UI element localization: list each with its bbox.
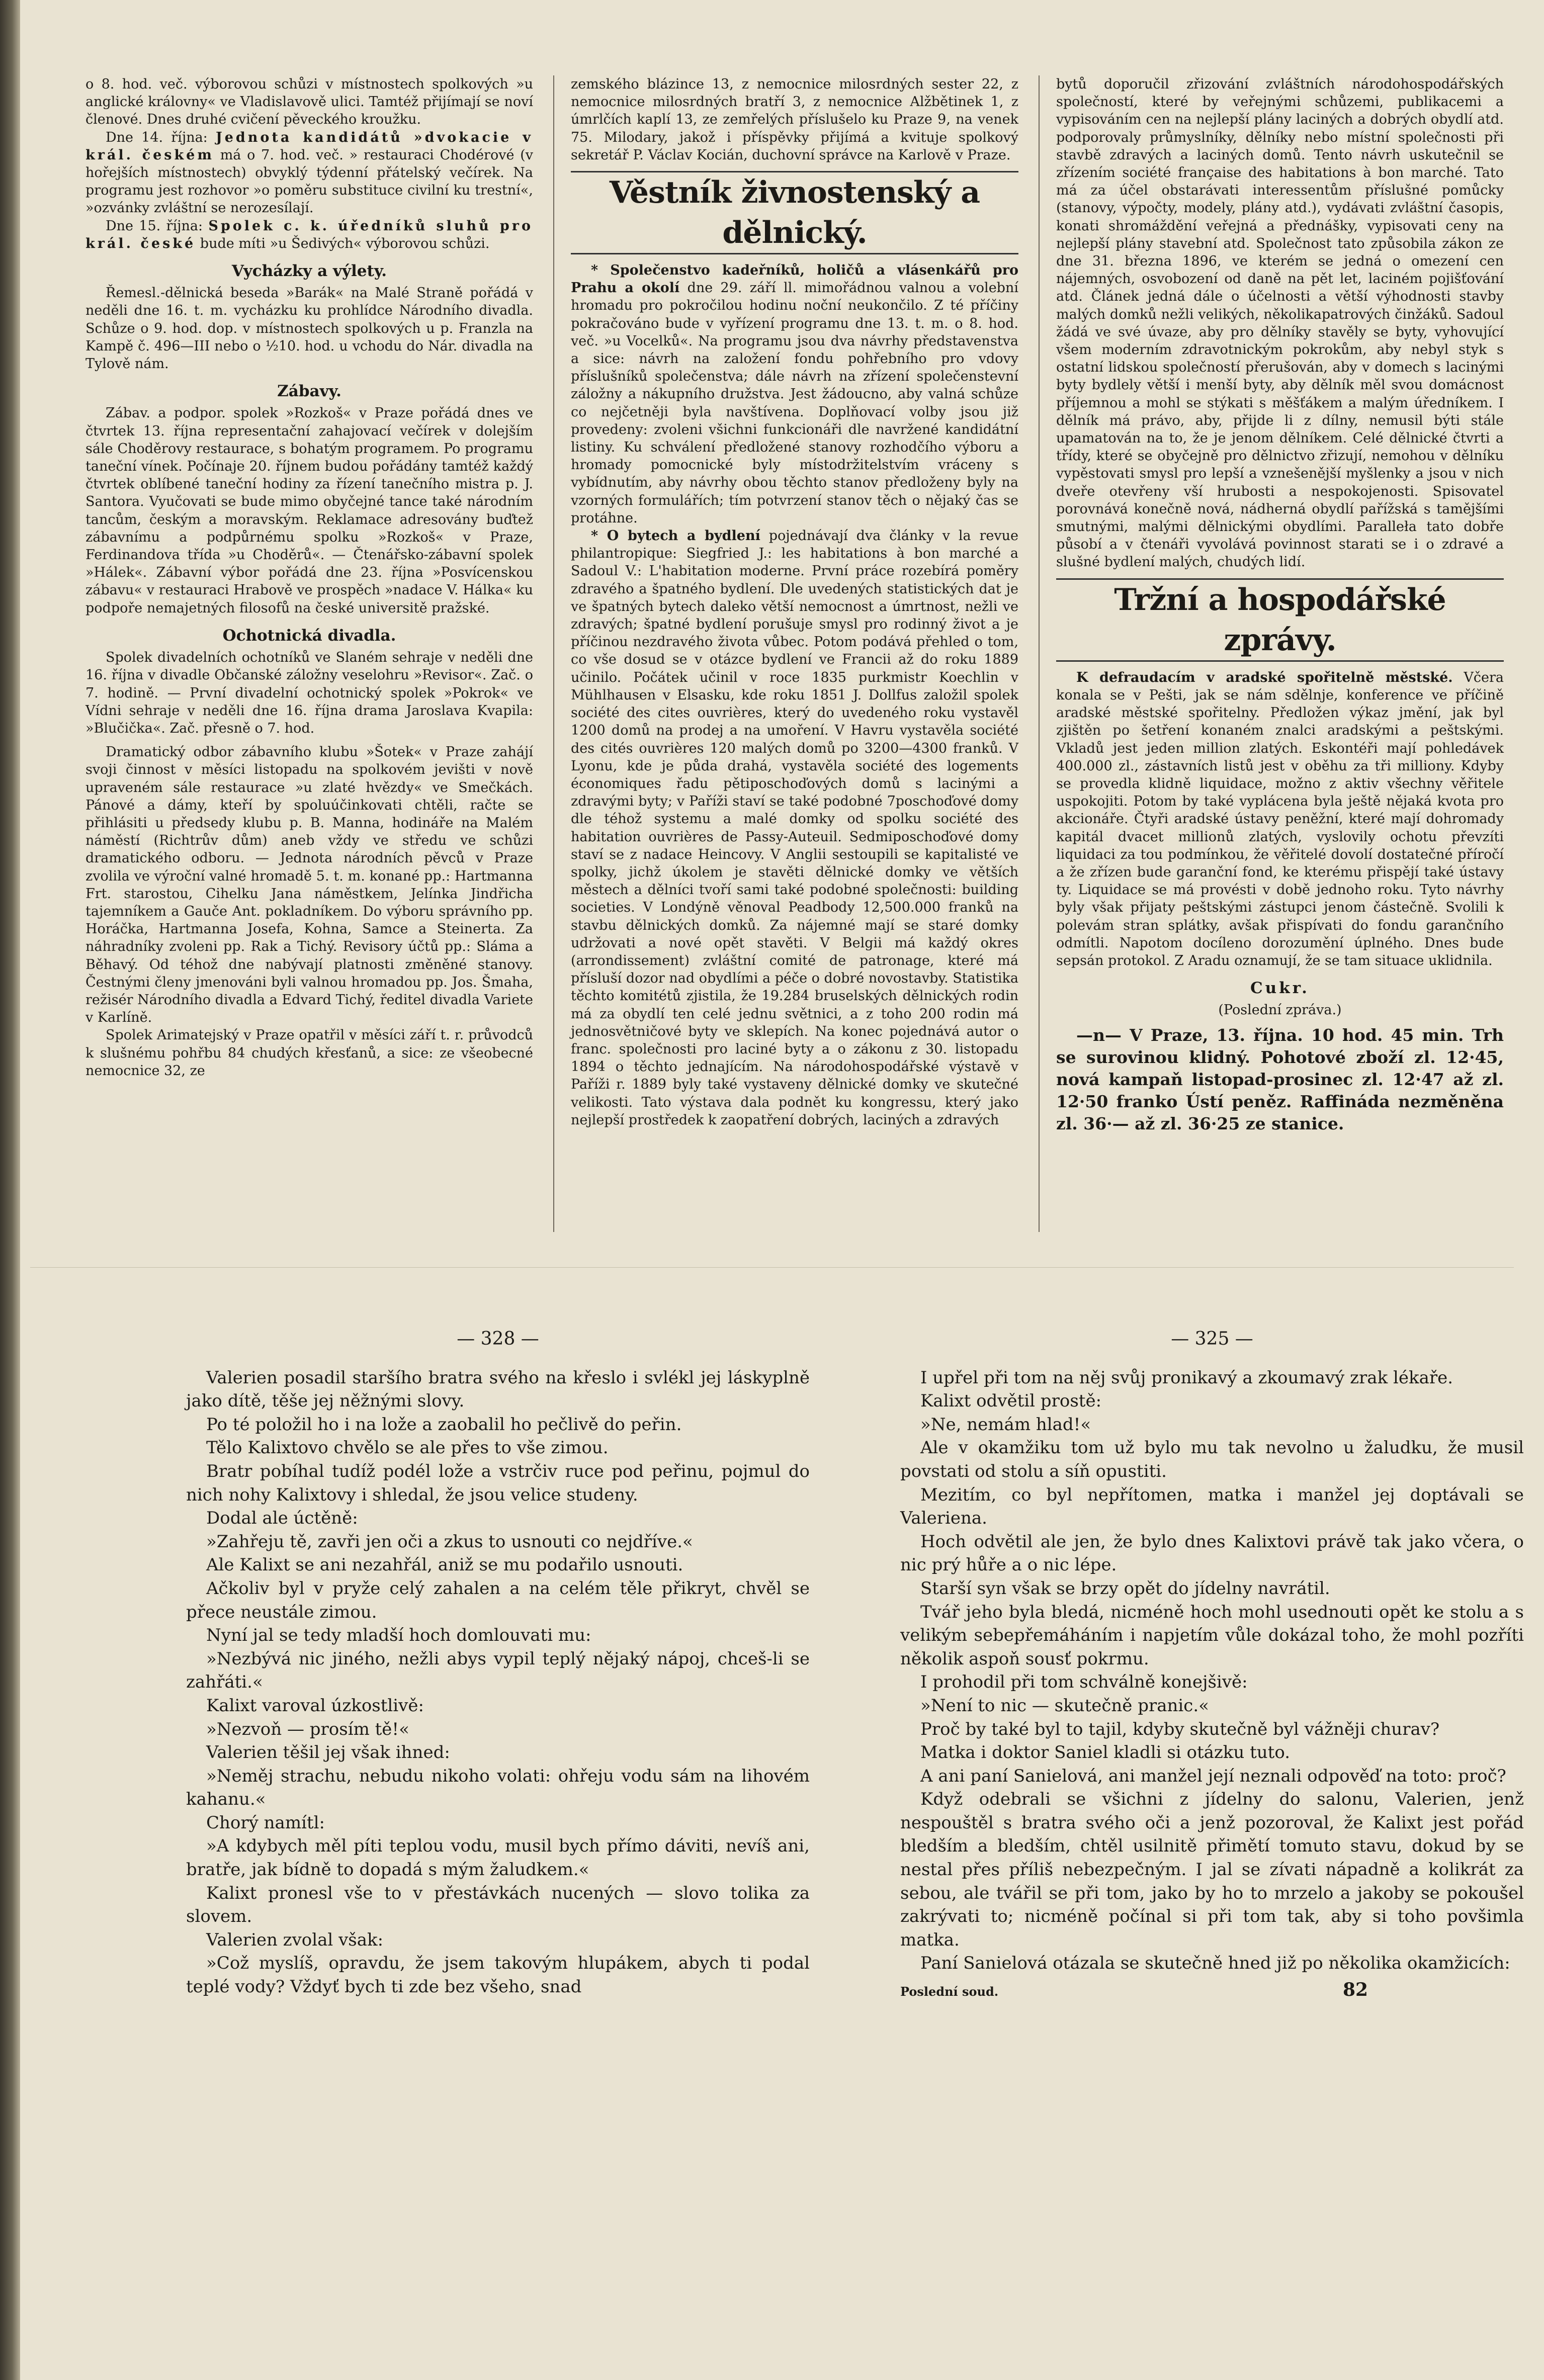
drama-club-notice: Dramatický odbor zábavního klubu »Šotek« v Praze zahájí svoji činnost v měsíci listopadu na spolkovém jevišti v nově upraveném sále restaurace »u zlaté hvězdy« ve Smečkách. Pánové a dámy, kteří by spoluúčinkovati chtěli, račte se přihlásiti u předsedy klubu p. B. Manna, hodináře na Malém náměstí (Richtrův dům) aneb vždy ve středu ve schůzi dramatického odboru. — Jednota národních pěvců v Praze zvolila ve výroční valné hromadě 5. t. m. konané pp.: Hartmanna Frt. starostou, Cihelku Jana náměstkem, Jelínka Jindřicha tajemníkem a Gauče Ant. pokladníkem. Do výboru správního pp. Horáčka, Hartmanna Josefa, Kohna, Samce a Steinerta. Za náhradníky zvoleni pp. Rak a Tichý. Revisory účtů pp.: Sláma a Běhavý. Od téhož dne nabývají platnosti změněné stanovy. Čestnými členy jmenováni byli valnou hromadou pp. Jos. Šmaha, režisér Národního divadla a Edvard Tichý, ředitel divadla Variete v Karlíně. [85,744,533,1026]
novel-paragraph: Dodal ale úctěně: [206,1508,358,1529]
footer-number: 82 [1343,1979,1368,2001]
page-divider [30,1267,1514,1268]
novel-paragraph: I prohodil při tom schválně konejšivě: [920,1672,1248,1693]
event-text: má o 7. hod. več. » restauraci Chodérové (v hořejších místnostech) obvyklý týdenní přátelský večírek. Na programu jest rozhovor »o poměru substituce civilní ku trestní«, »ozvánky zvláštní se nerozesílají. [85,147,533,216]
novel-paragraph: »Nezbývá nic jiného, nežli abys vypil teplý nějaký nápoj, chceš-li se zahřáti.« [186,1648,810,1693]
novel-paragraph: Po té položil ho i na lože a zaobalil ho pečlivě do peřin. [206,1414,682,1435]
right-column [1056,75,1504,1135]
section-title-market: Tržní a hospodářské zprávy. [1056,578,1504,662]
event-date: Dne 15. října: [106,218,203,234]
novel-paragraph: »Ne, nemám hlad!« [920,1414,1091,1435]
novel-paragraph: Nyní jal se tedy mladší hoch domlouvati mu: [206,1625,591,1646]
barbers-notice [571,261,1018,527]
novel-paragraph: »Není to nic — skutečně pranic.« [920,1695,1209,1716]
notice-text: pojednávají dva články v la revue philantropique: Siegfried J.: les habitations à bon marché a Sadoul V.: L'habitation moderne. První práce rozebírá poměry zdravého a špatného bydlení. Dle uvedených statistických dat je ve špatných bytech daleko větší nemocnost a úmrtnost, nežli ve zdravých; špatné bydlení porušuje smysl pro rodinný život a je příčinou nezdravého života vůbec. Potom podává přehled o tom, co vše dosud se v otázce bydlení ve Francii až do roku 1889 učinilo. Počátek učinil v roce 1835 purkmistr Koechlin v Mühlhausen v Elsasku, kde roku 1851 J. Dollfus založil spolek société des cites ouvrières, který do uvedeného roku vystavěl 1200 domů na prodej a na umoření. V Havru vystavěla société des cités ouvrières 120 malých domů po 3200—4300 franků. V Lyonu, kde je půda drahá, vystavěla société des logements économiques řadu pětiposchoďových domů s lacinými a zdravými byty; v Paříži staví se také podobné 7poschoďové domy dle téhož systemu a malé domky od spolku société des habitation ouvrières de Passy-Auteuil. Sedmiposchoďové domy staví se z nadace Heincovy. V Anglii sestoupili se kapitalisté ve spolky, jichž úkolem je stavěti dělnické domky ve větších městech a dělníci tvoří sami také podobné společnosti: building societies. V Londýně věnoval Peadbody 12,500.000 franků na stavbu dělnických domků. Za nájemné mají se staré domky udržovati a nové opět stavěti. V Belgii má každý okres (arrondissement) zvláštní comité de patronage, které má přísluší dozor nad obydlími a péče o dobré novostavby. Statistika těchto komitétů zjistila, že 19.284 bruselských dělnických rodin má za obydlí ten celé jednu světnici, a z toho 200 rodin má jednosvětničové byty ve sklepích. Na konec pojednává autor o franc. společnosti pro laciné byty a o zákonu z 30. listopadu 1894 o těchto jednajícím. Na národohospodářské výstavě v Paříži r. 1889 byly také vystaveny dělnické domky ve skutečné velikosti. Tato výstava dala podnět ku kongressu, který jako nejlepší prostředek k zaopatření dobrých, laciných a zdravých [571,528,1018,1128]
sugar-subheading: (Poslední zpráva.) [1218,1002,1342,1018]
novel-paragraph: Ale Kalixt se ani nezahřál, aniž se mu podařilo usnouti. [206,1555,683,1575]
heading-amateur-theatre: Ochotnická divadla. [222,626,396,645]
page-number: — 328 — [457,1329,539,1349]
event-date: Dne 14. října: [106,129,208,145]
novel-paragraph: »Což myslíš, opravdu, že jsem takovým hlupákem, abych ti podal teplé vody? Vždyť bych ti zde bez všeho, snad [186,1953,810,1997]
section-title-trade: Věstník živnostenský a dělnický. [571,171,1018,254]
event-organizer: Jednota kandidátů »dvokacie v král. českém [85,129,533,163]
novel-paragraph: I upřel při tom na něj svůj pronikavý a zkoumavý zrak lékaře. [920,1367,1453,1388]
novel-paragraph: Kalixt varoval úzkostlivě: [206,1695,424,1716]
novel-paragraph: Paní Sanielová otázala se skutečně hned již po několika okamžicích: [920,1953,1510,1974]
novel-paragraph: Hoch odvětil ale jen, že bylo dnes Kalixtovi právě tak jako včera, o nic prý hůře a o nic lépe. [900,1531,1524,1575]
novel-paragraph: Ale v okamžiku tom už bylo mu tak nevolno u žaludku, že musil povstati od stolu a síň opustiti. [900,1438,1524,1481]
left-column [85,75,533,1080]
novel-paragraph: Tvář jeho byla bledá, nicméně hoch mohl usednouti opět ke stolu a s velikým sebepřemáháním i napjetím vůle dokázal toho, že mohl pozříti několik aspoň sousť pokrmu. [900,1602,1524,1669]
novel-paragraph: Tělo Kalixtovo chvělo se ale přes to vše zimou. [206,1438,609,1458]
book-binding-edge [0,0,20,2380]
housing-article [571,527,1018,1129]
notice-title: K defraudacím v aradské spořitelně městské. [1076,669,1453,685]
novel-paragraph: Starší syn však se brzy opět do jídelny navrátil. [920,1578,1330,1599]
novel-paragraph: Když odebrali se všichni z jídelny do salonu, Valerien, jenž nespouštěl s bratra svého oči a jenž pozoroval, že Kalixt jest pořád bledším a bledším, chtěl usilnitě přimětí tomuto stavu, dokud by se nestal přes příliš nebezpečným. I jal se zívati nápadně a kolikrát za sebou, ale tvářil se při tom, jako by ho to mrzelo a jakoby se pokoušel zakrývati to; nicméně počínal si při tom tak, aby si toho povšimla matka. [900,1789,1524,1950]
page-footer [900,1978,1524,2000]
novel-paragraph: »Nezvoň — prosím tě!« [206,1719,409,1739]
arimathea-notice: Spolek Arimatejský v Praze opatřil v měsíci září t. r. průvodců k slušnému pohřbu 84 chudých křesťanů, a sice: ze všeobecné nemocnice 32, ze [85,1027,533,1079]
novel-paragraph: Chorý namítl: [206,1812,325,1833]
novel-paragraph: A ani paní Sanielová, ani manžel její neznali odpověď na toto: proč? [920,1766,1506,1786]
arimathea-continued: zemského blázince 13, z nemocnice milosrdných sester 22, z nemocnice milosrdných bratří 3, z nemocnice Alžbětinek 1, z úmrlčích kaplí 13, ze zemřelých příslušelo ku Praze 9, na venek 75. Milodary, jakož i příspěvky přijímá a kvituje spolkový sekretář P. Václav Kocián, duchovní správce na Karlově v Praze. [571,76,1018,163]
event-text: bude míti »u Šedivých« výborovou schůzi. [200,235,490,251]
novel-paragraph: »Zahřeju tě, zavři jen oči a zkus to usnouti co nejdříve.« [206,1531,693,1552]
novel-paragraph: Valerien posadil staršího bratra svého na křeslo i svlékl jej láskyplně jako dítě, těše jej něžnými slovy. [186,1367,810,1412]
newspaper-page [75,75,1504,1242]
novel-paragraph: Ačkoliv byl v pryže celý zahalen a na celém těle přikryt, chvěl se přece neustále zimou. [186,1578,810,1622]
event-notice-15 [85,217,533,252]
novel-paragraph: »Neměj strachu, nebudu nikoho volati: ohřeju vodu sám na lihovém kahanu.« [186,1766,810,1810]
novel-paragraph: Mezitím, co byl nepřítomen, matka i manžel jej doptávali se Valeriena. [900,1484,1524,1529]
novel-paragraph: Valerien zvolal však: [206,1929,384,1950]
housing-continued: bytů doporučil zřizování zvláštních národohospodářských společností, které by veřejnými schůzemi, publikacemi a vypisováním cen na nejlepší plány laciných a dobrých obydlí atd. podporovaly průmyslníky, dělníky nebo místní společnosti při stavbě zdravých a laciných domů. Tento návrh uskutečnil se zřízením société française des habitations à bon marché. Tato má za účel obstarávati interessentům příslušné pomůcky (stanovy, výpočty, modely, plány atd.), vydávati zvláštní časopis, konati shromáždění veřejná a přednášky, vypisovati ceny na nejlepší plány stavební atd. Společnost tato způsobila zákon ze dne 31. března 1896, ve kterém se jedná o omezení cen nájemných, osvobození od daně na pět let, laciném pojišťování atd. Článek jedná dále o účelnosti a větší výhodnosti stavby malých domků nežli velikých, několikapatrových činžáků. Sadoul žádá ve své úvaze, aby pro dělníky stavěly se byty, vyhovující všem moderním zdravotnickým pokrokům, aby nebyl styk s ostatní lidskou společností přerušován, aby v domech s lacinými byty bydlely větší i menší byty, aby dělník měl svou domácnost příjemnou a mohl se stýkati s měšťákem a malým úředníkem. I dělník má právo, aby, přijde li z dílny, nemusil býti stále upamatován na to, že je jenom dělníkem. Celé dělnické čtvrti a třídy, které se obyčejně pro dělnictvo zřizují, nemohou v dělníku vypěstovati smysl pro lepší a vznešenější myšlenky a jsou v nich dveře otevřeny vší hrubosti a nespokojenosti. Spisovatel porovnává konečně nová, nádherná obydlí pařížská s tamějšími smutnými, malými dělnickými obydlími. Paralleła tato dobře působí a v čtenáři vyvolává povinnost starati se i o zdravé a slušné bydlení malých, chudých lidí. [1056,76,1504,570]
heading-sugar: Cukr. [1250,979,1310,998]
sugar-market-report: —n— V Praze, 13. října. 10 hod. 45 min. Trh se surovinou klidný. Pohotové zboží zl. 12·45, nová kampaň listopad-prosinec zl. 12·47 až zl. 12·50 franko Ústí peněz. Raffináda nezměněna zl. 36·— až zl. 36·25 ze stanice. [1056,1025,1504,1133]
novel-paragraph: Kalixt pronesl vše to v přestávkách nucených — slovo tolika za slovem. [186,1883,810,1927]
event-notice-14 [85,129,533,217]
page-number: — 325 — [1171,1329,1253,1349]
notice-title: * Společenstvo kadeřníků, holičů a vlásenkářů pro Prahu a okolí [571,262,1018,296]
theatre-notice: Spolek divadelních ochotníků ve Slaném sehraje v neděli dne 16. října v divadle Občanské záložny veselohru »Revisor«. Zač. o 7. hodině. — První divadelní ochotnický spolek »Pokrok« ve Vídni sehraje v neděli dne 16. října drama Jaroslava Kvapila: »Blučička«. Zač. přesně o 7. hod. [85,650,533,736]
club-notice: o 8. hod. več. výborovou schůzi v místnostech spolkových »u anglické královny« ve Vladislavově ulici. Tamtéž přijímají se noví členové. Dnes druhé cvičení pěveckého kroužku. [85,76,533,128]
column-rule [553,75,554,1232]
novel-paragraph: Kalixt odvětil prostě: [920,1391,1102,1412]
middle-column [571,75,1018,1129]
arad-report [1056,669,1504,969]
trips-notice: Řemesl.-dělnická beseda »Barák« na Malé Straně pořádá v neděli dne 16. t. m. vycházku ku prohlídce Národního divadla. Schůze o 9. hod. dop. v místnostech spolkových u p. Franzla na Kampě č. 496—III nebo o ½10. hod. u vchodu do Nár. divadla na Tylově nám. [85,285,533,372]
notice-text: dne 29. září ll. mimořádnou valnou a volební hromadu pro pokročilou hodinu noční neukončilo. Z té příčiny pokračováno bude v vyřízení programu dne 13. t. m. o 8. hod. več. »u Vocelků«. Na programu jsou dva návrhy představenstva a sice: návrh na založení fondu pohřebního pro vdovy příslušníků společenstva; dále návrh na zřízení společenstevní záložny a nákupního družstva. Jest žádoucno, aby valná schůze co nejčetněji byla navštívena. Doplňovací volby jsou již provedeny: zvoleni všichni funkcionáři dle navržené kandidátní listiny. Ku schválení předložené stanovy rozhodčího výboru a hromady pomocnické byly místodržitelstvím vráceny s vybídnutím, aby návrhy obou těchto stanov předloženy byly na vzorných formulářích; tím potvrzení stanov těch o nějaký čas se protáhne. [571,280,1018,526]
column-rule [1039,75,1040,1232]
novel-page-left [186,1328,810,1999]
entertainment-notice: Zábav. a podpor. spolek »Rozkoš« v Praze pořádá dnes ve čtvrtek 13. října representační zahajovací večírek v dolejším sále Choděrovy restaurace, s bohatým programem. Po programu taneční vínek. Počínaje 20. říjnem budou pořádány tamtéž každý čtvrtek oblíbené taneční hodiny za řízení tanečního mistra p. J. Santora. Vyučovati se bude mimo obyčejné tance také národním tancům, českým a moravským. Reklamace adresovány buďtež zábavnímu a podpůrnému spolku »Rozkoš« v Praze, Ferdinandova třída »u Choděrů«. — Čtenářsko-zábavní spolek »Hálek«. Zábavní výbor pořádá dne 23. října »Posvícenskou zábavu« v restauraci Hrabově ve prospěch »nadace V. Hálka« ku podpoře nemajetných filosofů na české universitě pražské. [85,405,533,616]
footer-signature: Poslední soud. [900,1984,999,1999]
novel-paragraph: Bratr pobíhal tudíž podél lože a vstrčiv ruce pod peřinu, pojmul do nich nohy Kalixtovy i shledal, že jsou velice studeny. [186,1461,810,1505]
notice-text: Včera konala se v Pešti, jak se nám sdělnje, konference ve příčině aradské městské spořitelny. Předložen výkaz jmění, jak byl zjištěn po šetření konaném znalci aradskými a peštskými. Vkladů jest jeden million zlatých. Eskontéři mají pohledávek 400.000 zl., zástavních listů jest v oběhu za tři milliony. Kdyby se provedla klidně liquidace, možno z aktiv všechny věřitele uspokojiti. Potom by také vyplácena byla ještě nějaká kvota pro akcionáře. Čtyři aradské ústavy peněžní, které mají dohromady kapitál dvacet millionů zlatých, vyslovily ochotu převzíti liquidaci za tou podmínkou, že věřitelé dovolí dostatečné příročí a že zřízen bude garanční fond, ke kterému přispějí také ústavy ty. Liquidace se má provésti v době jednoho roku. Tyto návrhy byly však přijaty peštskými zástupci jenom částečně. Svolili k polevám stran splátky, avšak přispívati do fondu garančního odmítli. Napotom docíleno dorozumění úplného. Dnes bude sepsán protokol. Z Aradu oznamují, že se tam situace uklidnila. [1056,669,1504,968]
event-organizer: Spolek c. k. úředníků sluhů pro král. české [85,218,533,251]
novel-paragraph: Proč by také byl to tajil, kdyby skutečně byl vážněji churav? [920,1719,1440,1739]
novel-paragraph: Matka i doktor Saniel kladli si otázku tuto. [920,1742,1291,1763]
novel-paragraph: »A kdybych měl píti teplou vodu, musil bych přímo dáviti, nevíš ani, bratře, jak bídně to dopadá s mým žaludkem.« [186,1836,810,1880]
heading-entertainment: Zábavy. [277,382,341,401]
heading-trips: Vycházky a výlety. [231,262,387,281]
novel-page-right [900,1328,1524,2000]
novel-paragraph: Valerien těšil jej však ihned: [206,1742,450,1763]
notice-title: * O bytech a bydlení [591,528,760,544]
